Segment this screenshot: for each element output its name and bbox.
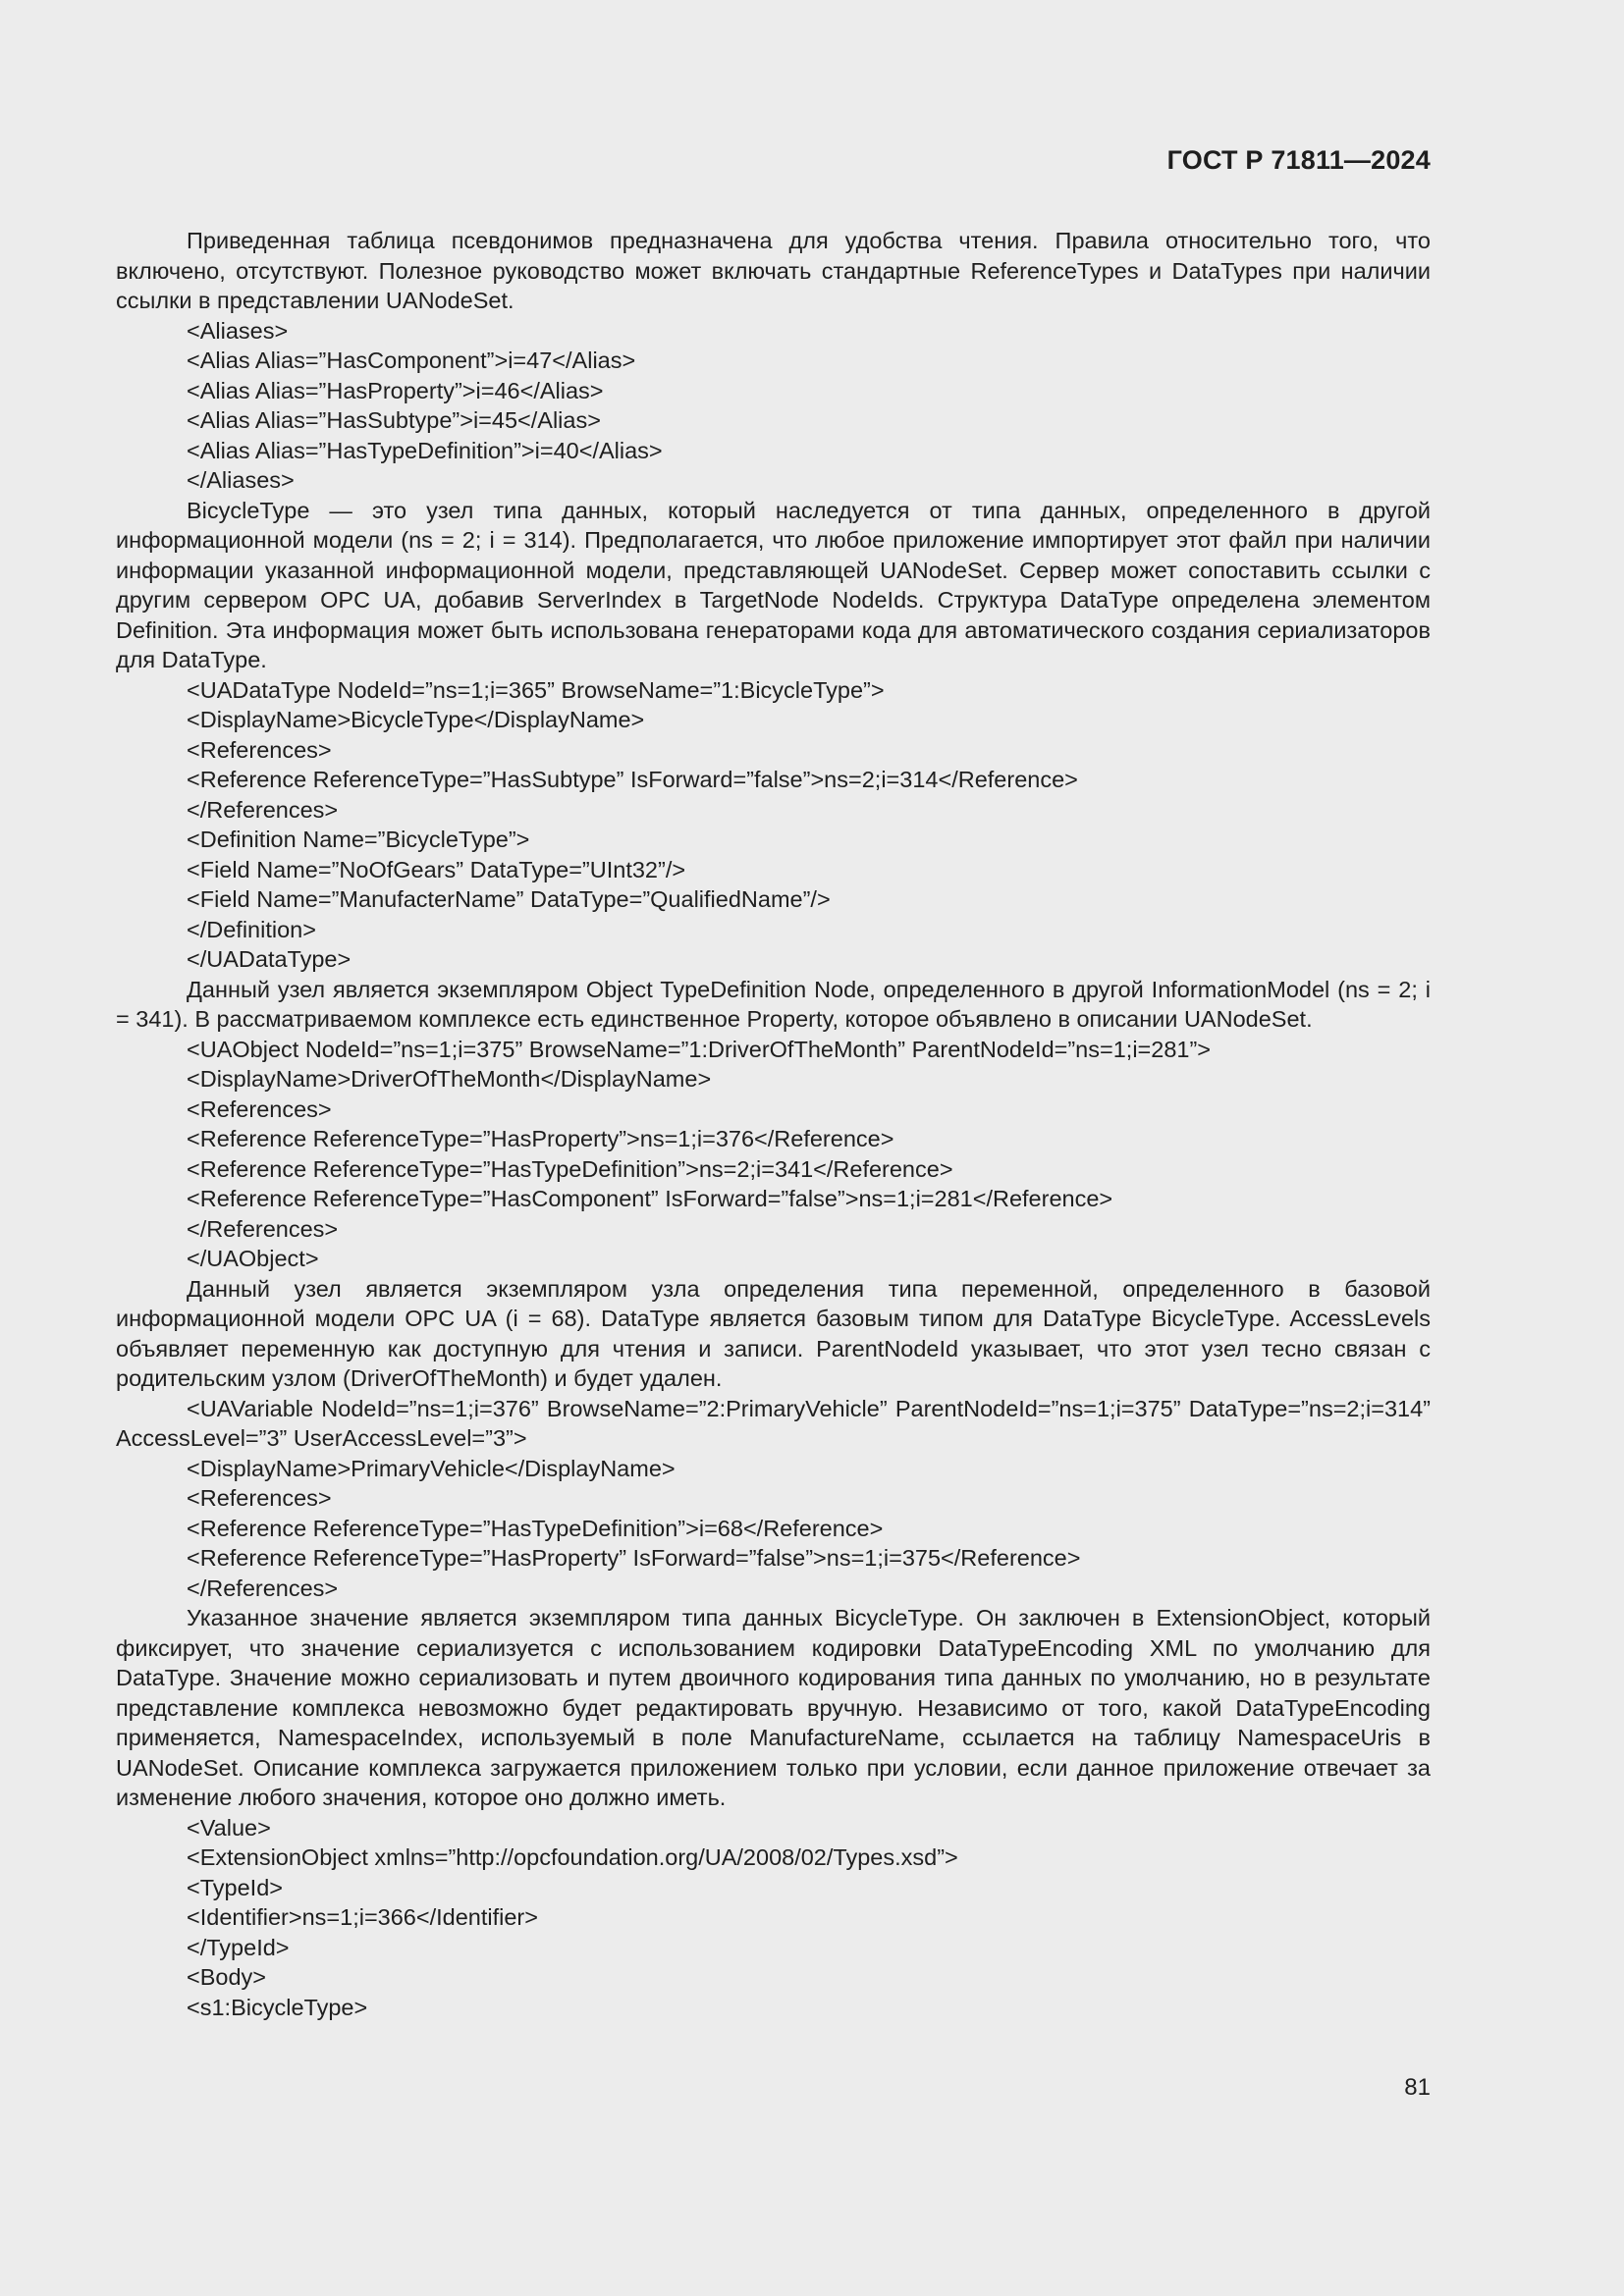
code-line: <Alias Alias=”HasSubtype”>i=45</Alias>	[187, 407, 601, 433]
code-line: <UADataType NodeId=”ns=1;i=365” BrowseName=”1:BicycleType”>	[187, 676, 885, 703]
code-line: <Alias Alias=”HasComponent”>i=47</Alias>	[187, 347, 636, 373]
code-line: <References>	[187, 736, 332, 763]
page-number: 81	[1404, 2074, 1431, 2101]
code-line: <DisplayName>PrimaryVehicle</DisplayName>	[187, 1455, 676, 1481]
code-line: <DisplayName>DriverOfTheMonth</DisplayName>	[187, 1066, 712, 1092]
code-line: </References>	[187, 796, 339, 823]
code-line: <Reference ReferenceType=”HasProperty”>ns=1;i=376</Reference>	[187, 1126, 894, 1151]
code-line: <s1:BicycleType>	[187, 1994, 368, 2020]
code-line: <References>	[187, 1485, 332, 1511]
code-line: </Definition>	[187, 916, 316, 942]
code-line: </UAObject>	[187, 1246, 319, 1271]
code-line: <DisplayName>BicycleType</DisplayName>	[187, 707, 645, 732]
paragraph: BicycleType — это узел типа данных, который наследуется от типа данных, определенного в другой информационной модели (ns = 2; i = 314). Предполагается, что любое приложение импортирует этот файл при наличии информации указанной информационной модели, представляющей UANodeSet. Сервер может сопоставить ссылки с другим сервером OPC UA, добавив ServerIndex в TargetNode NodeIds. Структура DataType определена элементом Definition. Эта информация может быть использована генераторами кода для автоматического создания сериализаторов для DataType.	[116, 497, 1431, 672]
code-line: <UAObject NodeId=”ns=1;i=375” BrowseName=”1:DriverOfTheMonth” ParentNodeId=”ns=1;i=281”>	[187, 1036, 1212, 1062]
code-line: <UAVariable NodeId=”ns=1;i=376” BrowseName=”2:PrimaryVehicle” ParentNodeId=”ns=1;i=375” DataType=”ns=2;i=314” AccessLevel=”3” UserAccessLevel=”3”>	[116, 1395, 1431, 1451]
code-line: <Reference ReferenceType=”HasSubtype” IsForward=”false”>ns=2;i=314</Reference>	[187, 767, 1078, 792]
standard-header: ГОСТ Р 71811—2024	[1166, 145, 1431, 175]
code-line: <Field Name=”ManufacterName” DataType=”QualifiedName”/>	[187, 886, 831, 912]
code-line: </TypeId>	[187, 1934, 290, 1960]
code-line: <Reference ReferenceType=”HasTypeDefinition”>ns=2;i=341</Reference>	[187, 1155, 953, 1182]
code-line: <Reference ReferenceType=”HasProperty” IsForward=”false”>ns=1;i=375</Reference>	[187, 1545, 1081, 1571]
code-line: <Alias Alias=”HasProperty”>i=46</Alias>	[187, 377, 604, 403]
paragraph: Приведенная таблица псевдонимов предназначена для удобства чтения. Правила относительно того, что включено, отсутствуют. Полезное руководство может включать стандартные ReferenceTypes и DataTypes при наличии ссылки в представлении UANodeSet.	[116, 228, 1431, 313]
code-line: <TypeId>	[187, 1874, 283, 1900]
code-line: <Body>	[187, 1964, 267, 1990]
paragraph: Данный узел является экземпляром узла определения типа переменной, определенного в базовой информационной модели OPC UA (i = 68). DataType является базовым типом для DataType BicycleType. AccessLevels объявляет переменную как доступную для чтения и записи. ParentNodeId указывает, что этот узел тесно связан с родительским узлом (DriverOfTheMonth) и будет удален.	[116, 1275, 1431, 1391]
code-line: </References>	[187, 1215, 339, 1242]
code-line: </UADataType>	[187, 946, 352, 972]
code-line: <Identifier>ns=1;i=366</Identifier>	[187, 1904, 538, 1930]
paragraph: Указанное значение является экземпляром типа данных BicycleType. Он заключен в ExtensionObject, который фиксирует, что значение сериализуется с использованием кодировки DataTypeEncoding XML по умолчанию для DataType. Значение можно сериализовать и путем двоичного кодирования типа данных по умолчанию, но в результате представление комплекса невозможно будет редактировать вручную. Независимо от того, какой DataTypeEncoding применяется, NamespaceIndex, используемый в поле ManufactureName, ссылается на таблицу NamespaceUris в UANodeSet. Описание комплекса загружается приложением только при условии, если данное приложение отвечает за изменение любого значения, которое оно должно иметь.	[116, 1605, 1431, 1810]
code-line: <Value>	[187, 1814, 271, 1841]
code-line: <Aliases>	[187, 317, 289, 344]
document-body	[116, 226, 1431, 2022]
code-line: </References>	[187, 1575, 339, 1601]
code-line: <Reference ReferenceType=”HasTypeDefinition”>i=68</Reference>	[187, 1515, 884, 1541]
code-line: <Definition Name=”BicycleType”>	[187, 827, 530, 852]
paragraph: Данный узел является экземпляром Object TypeDefinition Node, определенного в другой InformationModel (ns = 2; i = 341). В рассматриваемом комплексе есть единственное Property, которое объявлено в описании UANodeSet.	[116, 976, 1431, 1032]
code-line: <Alias Alias=”HasTypeDefinition”>i=40</Alias>	[187, 437, 663, 463]
code-line: <ExtensionObject xmlns=”http://opcfoundation.org/UA/2008/02/Types.xsd”>	[187, 1844, 958, 1870]
code-line: </Aliases>	[187, 467, 295, 493]
code-line: <Reference ReferenceType=”HasComponent” IsForward=”false”>ns=1;i=281</Reference>	[187, 1186, 1113, 1211]
code-line: <Field Name=”NoOfGears” DataType=”UInt32”/>	[187, 856, 686, 882]
code-line: <References>	[187, 1095, 332, 1122]
